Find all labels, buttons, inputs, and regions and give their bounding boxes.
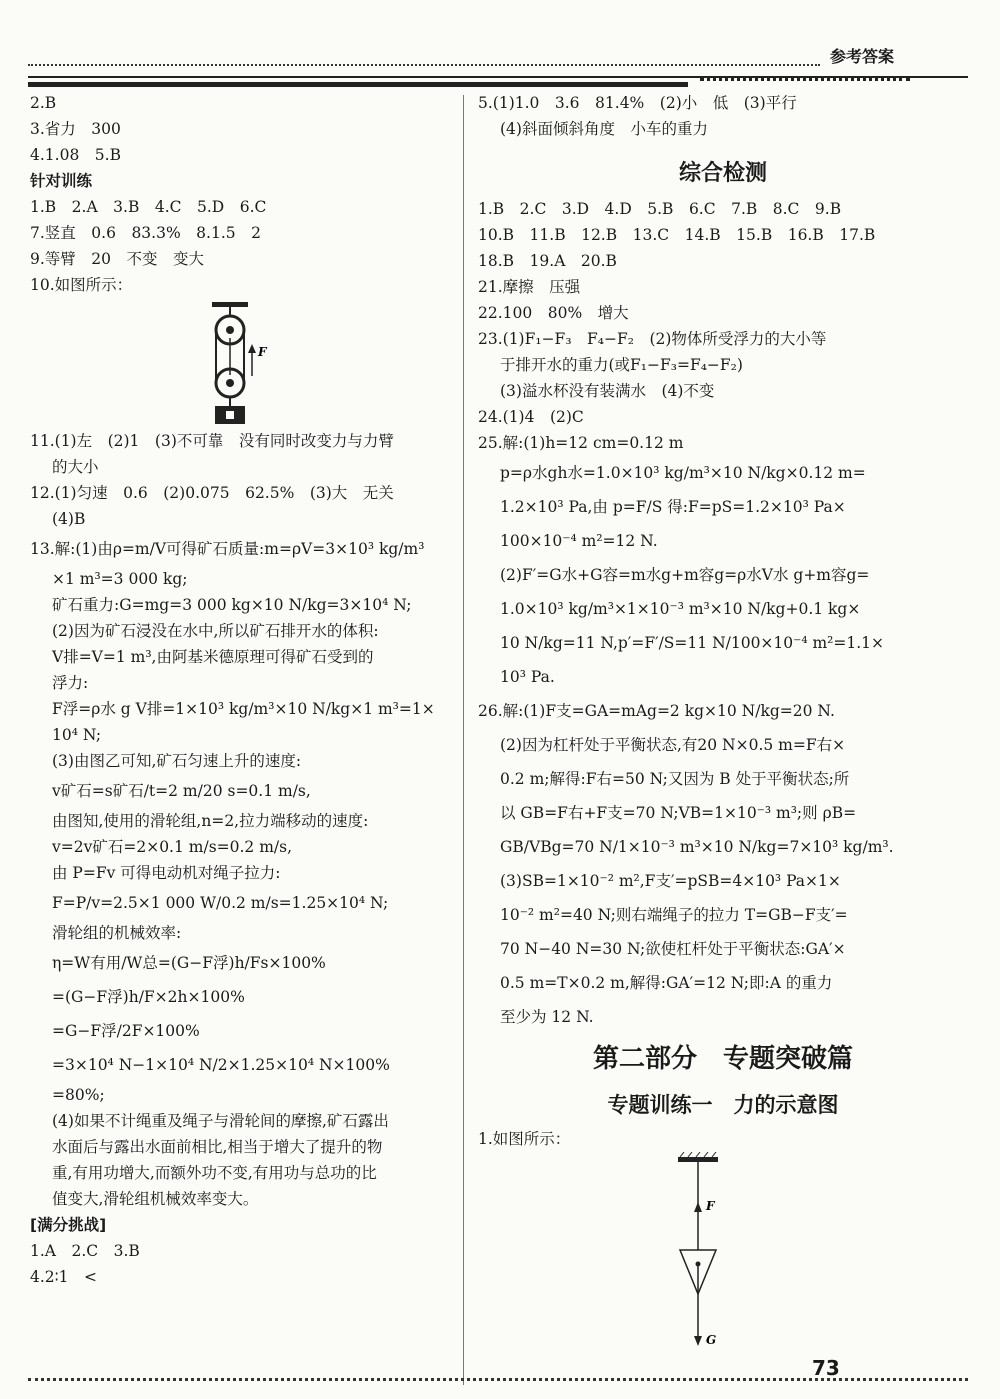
header-title: 参考答案 <box>830 47 895 66</box>
q13-line: 值变大,滑轮组机械效率变大。 <box>52 1190 259 1208</box>
answer-line: 1.B 2.A 3.B 4.C 5.D 6.C <box>30 198 267 216</box>
q13-line: 10⁴ N; <box>52 726 102 744</box>
q13-line: 13.解:(1)由ρ=m/V可得矿石质量:m=ρV=3×10³ kg/m³ <box>30 540 425 558</box>
section-label-training: 针对训练 <box>30 172 93 190</box>
q25-line: 1.2×10³ Pa,由 p=F/S 得:F=pS=1.2×10³ Pa× <box>500 498 846 516</box>
q13-line: F=P/v=2.5×1 000 W/0.2 m/s=1.25×10⁴ N; <box>52 894 389 912</box>
q25-line: 25.解:(1)h=12 cm=0.12 m <box>478 434 684 452</box>
answer-line: 18.B 19.A 20.B <box>478 252 617 270</box>
answer-line: 21.摩擦 压强 <box>478 278 581 296</box>
answer-line: 的大小 <box>52 458 99 476</box>
topic-title: 专题训练一 力的示意图 <box>607 1093 839 1117</box>
q13-line: (4)如果不计绳重及绳子与滑轮间的摩擦,矿石露出 <box>52 1112 389 1130</box>
q13-line: 由图知,使用的滑轮组,n=2,拉力端移动的速度: <box>52 812 369 830</box>
q13-line: =80%; <box>52 1086 105 1104</box>
answer-line: 1.B 2.C 3.D 4.D 5.B 6.C 7.B 8.C 9.B <box>478 200 842 218</box>
q26-line: 0.5 m=T×0.2 m,解得:GA′=12 N;即:A 的重力 <box>500 974 833 992</box>
answer-line: 22.100 80% 增大 <box>478 304 629 322</box>
q25-line: 100×10⁻⁴ m²=12 N. <box>500 532 658 550</box>
answer-line: 12.(1)匀速 0.6 (2)0.075 62.5% (3)大 无关 <box>30 484 394 502</box>
answer-line: 9.等臂 20 不变 变大 <box>30 250 205 268</box>
answer-line: 3.省力 300 <box>30 120 121 138</box>
q13-line: 浮力: <box>52 674 89 692</box>
q25-line: p=ρ水gh水=1.0×10³ kg/m³×10 N/kg×0.12 m= <box>500 464 866 482</box>
answer-line: (4)B <box>52 510 86 528</box>
q26-line: 0.2 m;解得:F右=50 N;又因为 B 处于平衡状态;所 <box>500 770 850 788</box>
q13-line: v=2v矿石=2×0.1 m/s=0.2 m/s, <box>52 838 293 856</box>
q25-line: 10³ Pa. <box>500 668 555 686</box>
q1-line: 1.如图所示： <box>478 1130 571 1148</box>
answer-line: 11.(1)左 (2)1 (3)不可靠 没有同时改变力与力臂 <box>30 432 394 450</box>
answer-line: (4)斜面倾斜角度 小车的重力 <box>500 120 708 138</box>
column-divider <box>463 95 464 1385</box>
q24-line: 24.(1)4 (2)C <box>478 408 584 426</box>
q23-line: (3)溢水杯没有装满水 (4)不变 <box>500 382 715 400</box>
q13-line: 矿石重力:G=mg=3 000 kg×10 N/kg=3×10⁴ N; <box>52 596 412 614</box>
part-title: 第二部分 专题突破篇 <box>592 1044 853 1074</box>
q25-line: 10 N/kg=11 N,p′=F′/S=11 N/100×10⁻⁴ m²=1.1× <box>500 634 885 652</box>
q26-line: 70 N−40 N=30 N;欲使杠杆处于平衡状态:GA′× <box>500 940 846 958</box>
answer-line: 2.B <box>30 94 57 112</box>
q13-line: F浮=ρ水 g V排=1×10³ kg/m³×10 N/kg×1 m³=1× <box>52 700 435 718</box>
q13-line: (3)由图乙可知,矿石匀速上升的速度: <box>52 752 302 770</box>
q13-line: =(G−F浮)h/F×2h×100% <box>52 988 245 1006</box>
q13-line: 水面后与露出水面前相比,相当于增大了提升的物 <box>52 1138 383 1156</box>
header-thick-rule <box>28 82 688 87</box>
footer-rule <box>28 1378 968 1384</box>
q13-line: =3×10⁴ N−1×10⁴ N/2×1.25×10⁴ N×100% <box>52 1056 390 1074</box>
answer-line: 4.1.08 5.B <box>30 146 121 164</box>
force-label-F: F <box>258 345 267 359</box>
force-diagram <box>478 1152 968 1352</box>
q25-line: (2)F′=G水+G容=m水g+m容g=ρ水V水 g+m容g= <box>500 566 870 584</box>
left-column <box>30 90 455 1290</box>
q13-line: 重,有用功增大,而额外功不变,有用功与总功的比 <box>52 1164 377 1182</box>
page-number: 73 <box>812 1356 840 1380</box>
q26-line: 26.解:(1)F支=GA=mAg=2 kg×10 N/kg=20 N. <box>478 702 835 720</box>
q26-line: 以 GB=F右+F支=70 N;VB=1×10⁻³ m³;则 ρB= <box>500 804 857 822</box>
answer-line: 1.A 2.C 3.B <box>30 1242 140 1260</box>
answer-line: 5.(1)1.0 3.6 81.4% (2)小 低 (3)平行 <box>478 94 797 112</box>
q26-line: 至少为 12 N. <box>500 1008 594 1026</box>
force-diagram-figure <box>478 1152 968 1352</box>
answer-line: 4.2∶1 < <box>30 1268 98 1286</box>
header-dot-band <box>700 78 910 89</box>
q13-line: 由 P=Fv 可得电动机对绳子拉力: <box>52 864 281 882</box>
pulley-diagram <box>30 298 455 428</box>
q13-line: η=W有用/W总=(G−F浮)h/Fs×100% <box>52 954 326 972</box>
header-dotted-rule <box>28 64 820 66</box>
answer-line: 10.B 11.B 12.B 13.C 14.B 15.B 16.B 17.B <box>478 226 876 244</box>
q13-line: ×1 m³=3 000 kg; <box>52 570 188 588</box>
q25-line: 1.0×10³ kg/m³×1×10⁻³ m³×10 N/kg+0.1 kg× <box>500 600 861 618</box>
pulley-figure <box>30 298 455 428</box>
q26-line: (2)因为杠杆处于平衡状态,有20 N×0.5 m=F右× <box>500 736 846 754</box>
force-label-G: G <box>706 1333 717 1347</box>
force-label-F: F <box>706 1199 715 1213</box>
right-column <box>478 90 968 1352</box>
answer-line: 7.竖直 0.6 83.3% 8.1.5 2 <box>30 224 261 242</box>
q13-line: (2)因为矿石浸没在水中,所以矿石排开水的体积: <box>52 622 379 640</box>
q13-line: V排=V=1 m³,由阿基米德原理可得矿石受到的 <box>52 648 374 666</box>
q26-line: GB/VBg=70 N/1×10⁻³ m³×10 N/kg=7×10³ kg/m³. <box>500 838 894 856</box>
section-label-challenge: [满分挑战] <box>30 1216 107 1234</box>
q26-line: (3)SB=1×10⁻² m²,F支′=pSB=4×10³ Pa×1× <box>500 872 841 890</box>
q13-line: =G−F浮/2F×100% <box>52 1022 200 1040</box>
answer-line: 10.如图所示： <box>30 276 133 294</box>
q13-line: 滑轮组的机械效率: <box>52 924 182 942</box>
q23-line: 于排开水的重力(或F₁−F₃=F₄−F₂) <box>500 356 743 374</box>
q26-line: 10⁻² m²=40 N;则右端绳子的拉力 T=GB−F支′= <box>500 906 848 924</box>
q23-line: 23.(1)F₁−F₃ F₄−F₂ (2)物体所受浮力的大小等 <box>478 330 827 348</box>
q13-line: v矿石=s矿石/t=2 m/20 s=0.1 m/s, <box>52 782 311 800</box>
section-title-comprehensive: 综合检测 <box>678 161 767 186</box>
